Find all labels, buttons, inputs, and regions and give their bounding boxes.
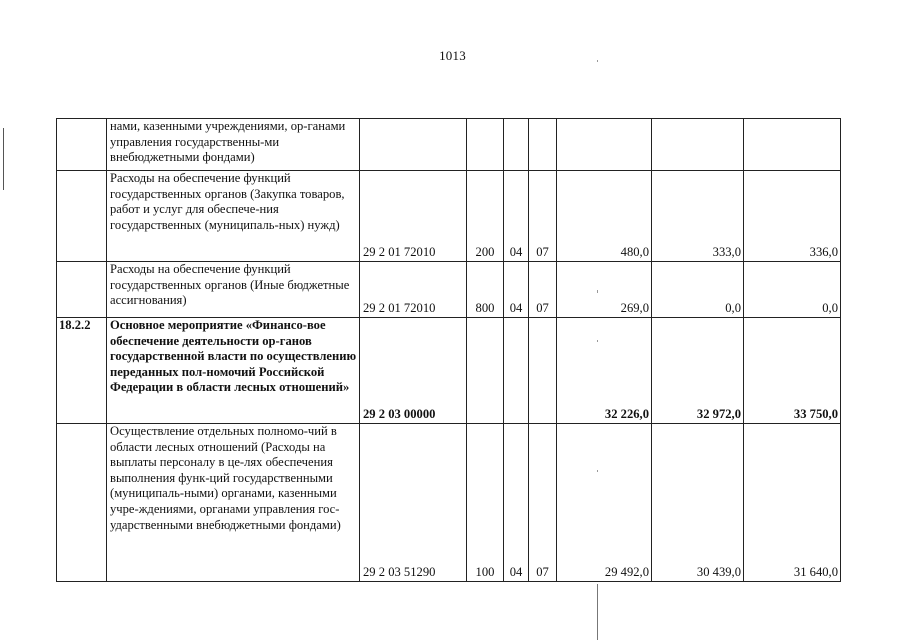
row-year1: [557, 119, 652, 171]
row-year1: 480,0: [557, 171, 652, 262]
scan-artifact-bottom: [597, 584, 598, 640]
row-rz: 04: [504, 262, 529, 318]
row-rz: 04: [504, 424, 529, 582]
row-number: [57, 171, 107, 262]
table-row: [57, 318, 841, 424]
row-number: [57, 119, 107, 171]
row-year3: [744, 119, 841, 171]
row-pr: [529, 318, 557, 424]
row-name: Расходы на обеспечение функций государственных органов (Закупка товаров, работ и услуг для обеспече-ния государственных (муниципаль-ных) нужд): [107, 171, 360, 262]
row-name: нами, казенными учреждениями, ор-ганами управления государственны-ми внебюджетными фондами): [107, 119, 360, 171]
row-year3: 0,0: [744, 262, 841, 318]
row-name: Осуществление отдельных полномо-чий в области лесных отношений (Расходы на выплаты персоналу в це-лях обеспечения выполнения функ-ций государственными (муниципаль-ными) органами, казенными учре-ждениями, органами управления гос-ударственными внебюджетными фондами): [107, 424, 360, 582]
row-name: Основное мероприятие «Финансо-вое обеспечение деятельности ор-ганов государственной власти по осуществлению переданных пол-номочий Российской Федерации в области лесных отношений»: [107, 318, 360, 424]
row-year2: 333,0: [652, 171, 744, 262]
row-pr: 07: [529, 171, 557, 262]
row-number: 18.2.2: [57, 318, 107, 424]
table-row: [57, 171, 841, 262]
row-csr: 29 2 01 72010: [360, 171, 467, 262]
table-row: [57, 424, 841, 582]
row-rz: 04: [504, 171, 529, 262]
row-csr: 29 2 03 51290: [360, 424, 467, 582]
row-pr: 07: [529, 424, 557, 582]
page-number: 1013: [439, 48, 466, 63]
row-year3: 336,0: [744, 171, 841, 262]
row-name: Расходы на обеспечение функций государственных органов (Иные бюджетные ассигнования): [107, 262, 360, 318]
row-year2: 30 439,0: [652, 424, 744, 582]
row-csr: [360, 119, 467, 171]
row-vr: [467, 318, 504, 424]
row-year1: 269,0: [557, 262, 652, 318]
budget-table: [56, 118, 841, 582]
row-year2: 32 972,0: [652, 318, 744, 424]
row-csr: 29 2 03 00000: [360, 318, 467, 424]
row-vr: 100: [467, 424, 504, 582]
row-year2: [652, 119, 744, 171]
row-vr: [467, 119, 504, 171]
row-rz: [504, 318, 529, 424]
row-csr: 29 2 01 72010: [360, 262, 467, 318]
table-row: [57, 262, 841, 318]
scan-artifact-dot: [597, 60, 598, 62]
row-pr: [529, 119, 557, 171]
row-number: [57, 424, 107, 582]
row-year3: 31 640,0: [744, 424, 841, 582]
row-pr: 07: [529, 262, 557, 318]
row-vr: 200: [467, 171, 504, 262]
row-year1: 32 226,0: [557, 318, 652, 424]
row-rz: [504, 119, 529, 171]
table-row: [57, 119, 841, 171]
row-year2: 0,0: [652, 262, 744, 318]
row-vr: 800: [467, 262, 504, 318]
scan-artifact-left: [3, 128, 4, 190]
row-year3: 33 750,0: [744, 318, 841, 424]
row-number: [57, 262, 107, 318]
row-year1: 29 492,0: [557, 424, 652, 582]
